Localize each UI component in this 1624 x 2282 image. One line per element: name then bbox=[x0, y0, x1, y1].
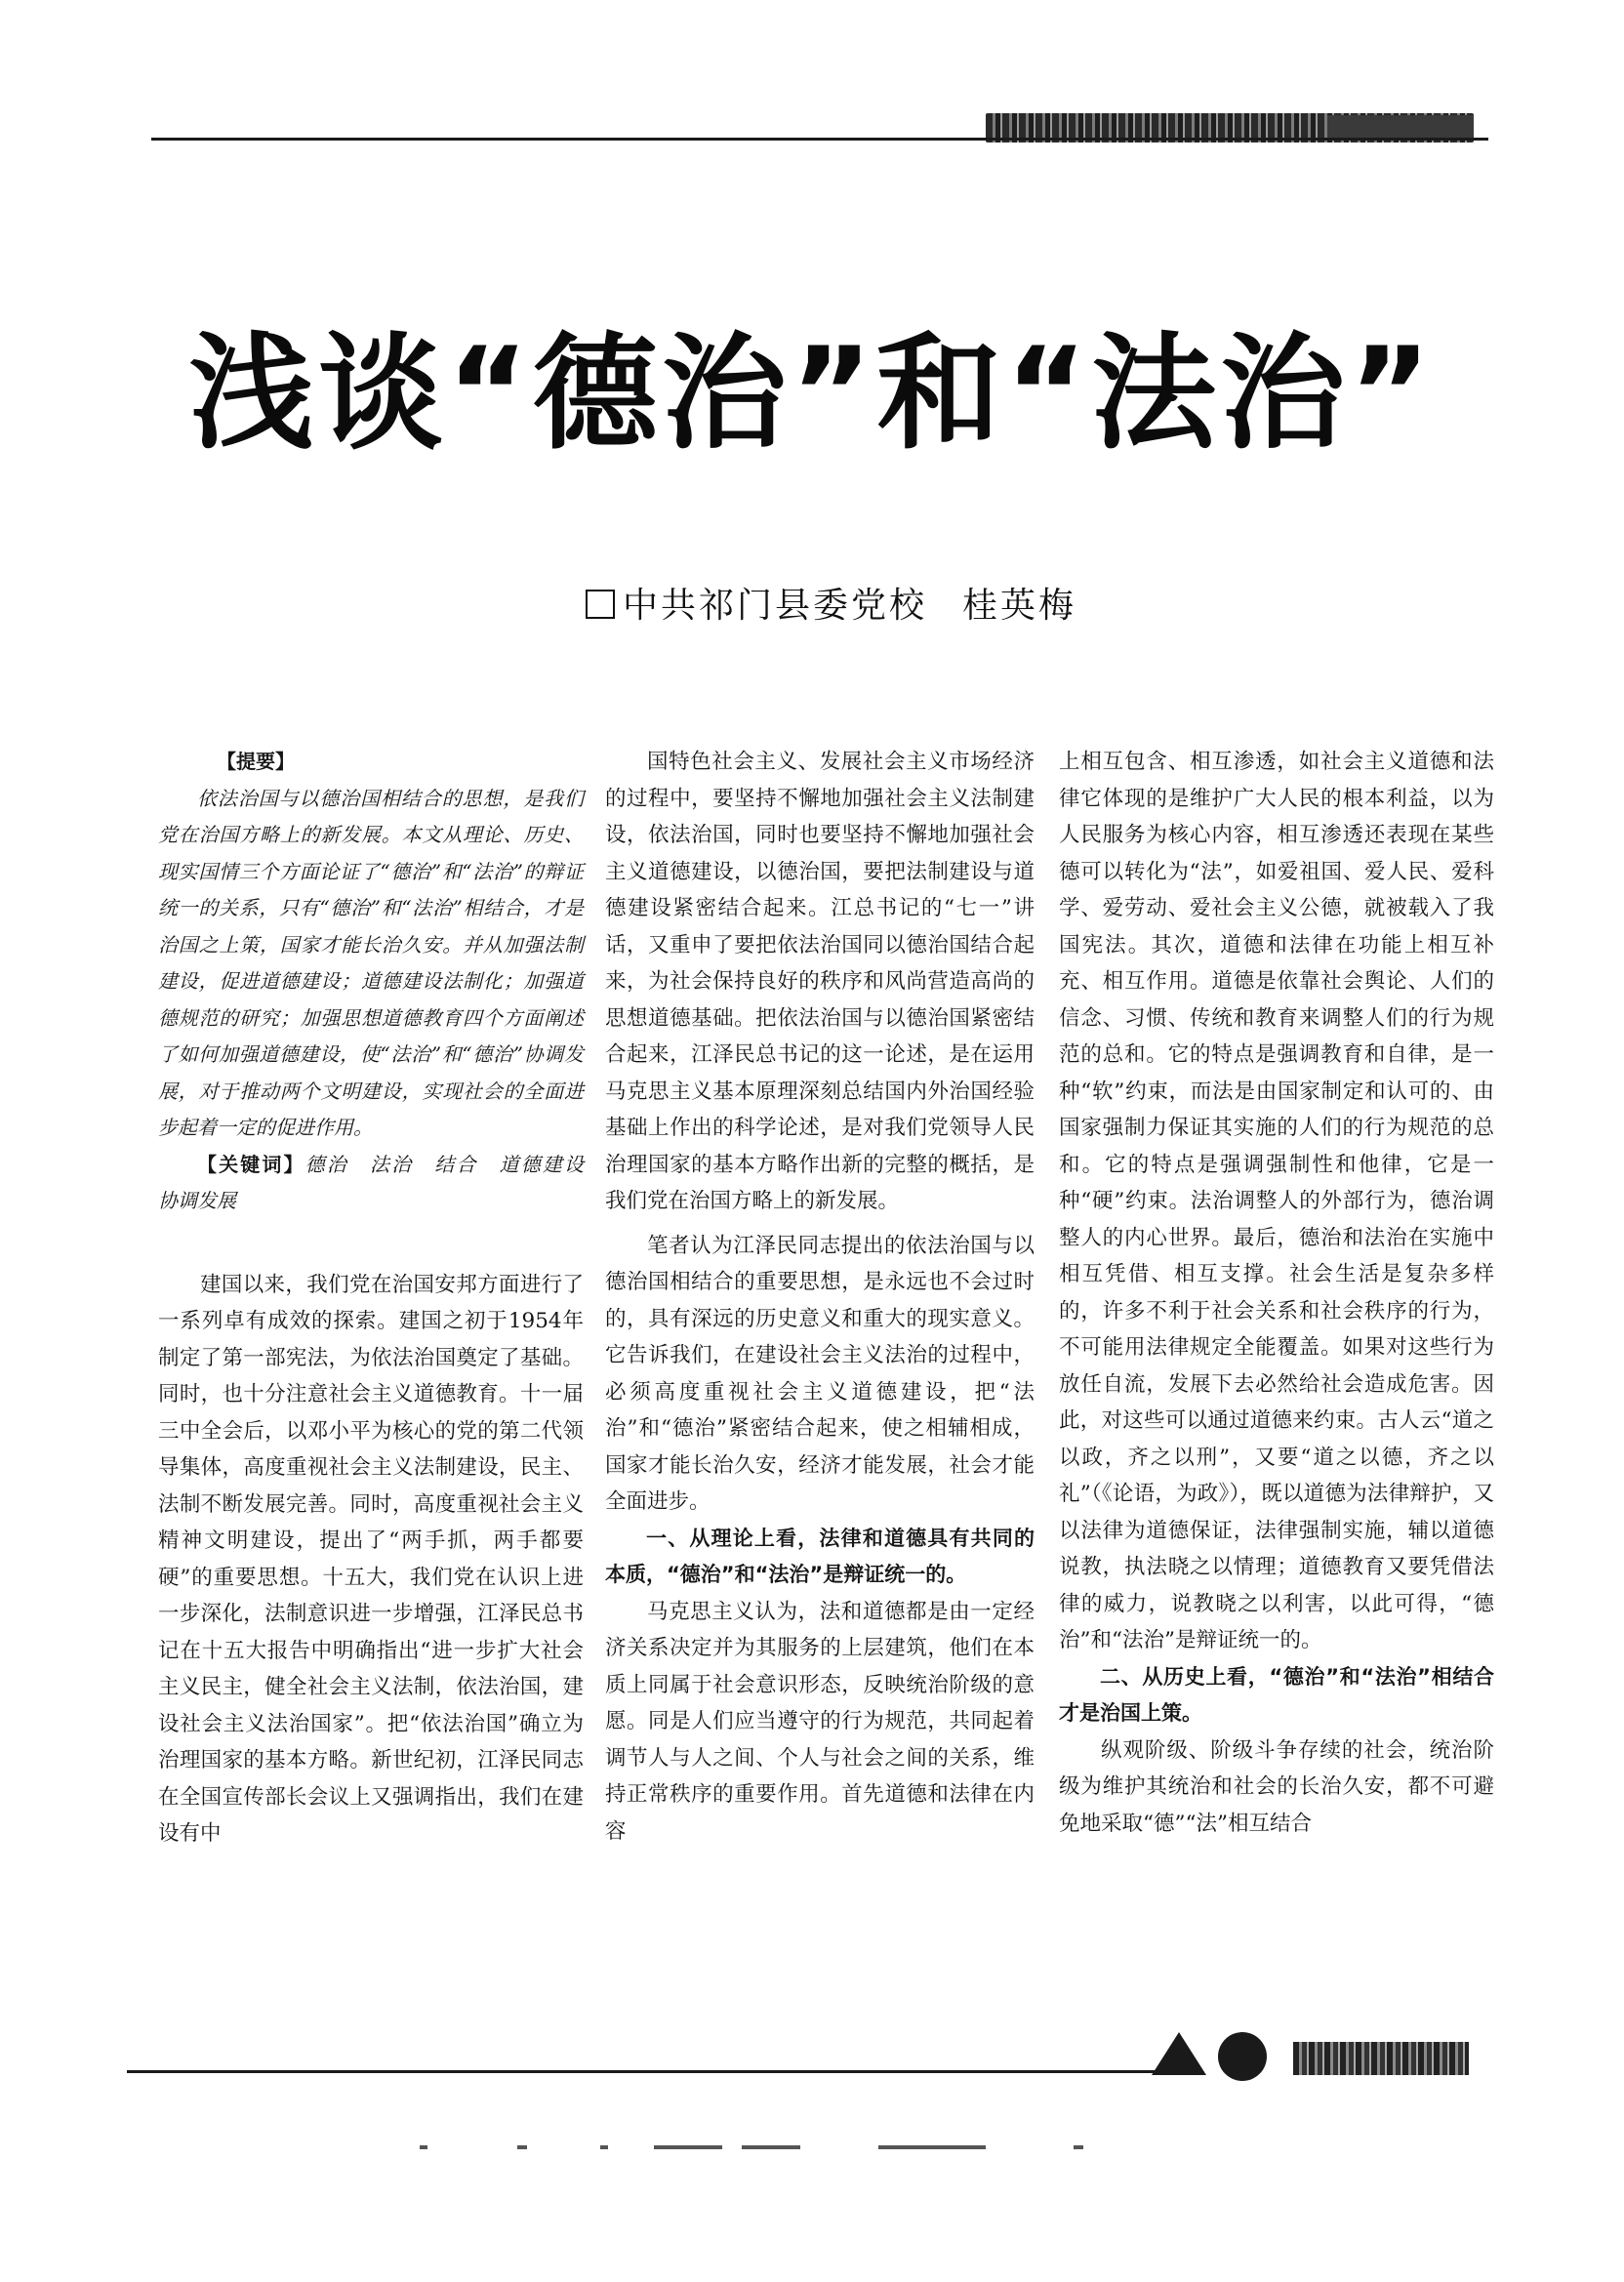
footer-triangle-icon bbox=[1152, 2032, 1206, 2075]
footer-decoration bbox=[1293, 2042, 1469, 2075]
byline-box-icon bbox=[586, 590, 615, 619]
abstract bbox=[158, 744, 604, 1220]
column-3 bbox=[1059, 744, 1494, 1842]
column-2 bbox=[605, 744, 1035, 1850]
article-title: 浅谈“德治”和“法治” bbox=[188, 321, 1436, 467]
byline bbox=[586, 578, 1076, 628]
keywords bbox=[158, 1147, 604, 1220]
column-1 bbox=[158, 744, 604, 1853]
section-heading-2: 二、从历史上看，“德治”和“法治”相结合才是治国上策。 bbox=[1059, 1664, 1494, 1725]
body-paragraph: 马克思主义认为，法和道德都是由一定经济关系决定并为其服务的上层建筑，他们在本质上同属于社会意识形态，反映统治阶级的意愿。同是人们应当遵守的行为规范，共同起着调节人与人之间、个人与社会之间的关系，维持正常秩序的重要作用。首先道德和法律在内容 bbox=[605, 1599, 1035, 1844]
body-paragraph: 上相互包含、相互渗透，如社会主义道德和法律它体现的是维护广大人民的根本利益，以为人民服务为核心内容，相互渗透还表现在某些德可以转化为“法”，如爱祖国、爱人民、爱科学、爱劳动、爱社会主义公德，就被载入了我国宪法。其次，道德和法律在功能上相互补充、相互作用。道德是依靠社会舆论、人们的信念、习惯、传统和教育来调整人们的行为规范的总和。它的特点是强调教育和自律，是一种“软”约束，而法是由国家制定和认可的、由国家强制力保证其实施的人们的行为规范的总和。它的特点是强调强制性和他律，它是一种“硬”约束。法治调整人的外部行为，德治调整人的内心世界。最后，德治和法治在实施中相互凭借、相互支撑。社会生活是复杂多样的，许多不利于社会关系和社会秩序的行为，不可能用法律规定全能覆盖。如果对这些行为放任自流，发展下去必然给社会造成危害。因此，对这些可以通过道德来约束。古人云“道之以政，齐之以刑”，又要“道之以德，齐之以礼”（《论语，为政》），既以道德为法律辩护，又以法律为道德保证，法律强制实施，辅以道德说教，执法晓之以情理；道德教育又要凭借法律的威力，说教晓之以利害，以此可得，“德治”和“法治”是辩证统一的。 bbox=[1059, 750, 1494, 1652]
byline-affiliation: 中共祁门县委党校 bbox=[623, 586, 928, 626]
body-paragraph: 建国以来，我们党在治国安邦方面进行了一系列卓有成效的探索。建国之初于1954年制定了第一部宪法，为依法治国奠定了基础。同时，也十分注意社会主义道德教育。十一届三中全会后，以邓小平为核心的党的第二代领导集体，高度重视社会主义法制建设，民主、法制不断发展完善。同时，高度重视社会主义精神文明建设，提出了“两手抓，两手都要硬”的重要思想。十五大，我们党在认识上进一步深化，法制意识进一步增强，江泽民总书记在十五大报告中明确指出“进一步扩大社会主义民主，健全社会主义法制，依法治国，建设社会主义法治国家”。把“依法治国”确立为治理国家的基本方略。新世纪初，江泽民同志在全国宣传部长会议上又强调指出，我们在建设有中 bbox=[158, 1272, 584, 1846]
keywords-label: 【关键词】 bbox=[197, 1152, 305, 1176]
byline-author: 桂英梅 bbox=[962, 586, 1077, 626]
abstract-heading: 【提要】 bbox=[217, 750, 295, 773]
spacer bbox=[158, 1220, 584, 1267]
footer-rule bbox=[127, 2070, 1200, 2073]
body-paragraph: 纵观阶级、阶级斗争存续的社会，统治阶级为维护其统治和社会的长治久安，都不可避免地采取“德”“法”相互结合 bbox=[1059, 1737, 1494, 1836]
keywords-text: 德治 法治 结合 道德建设 协调发展 bbox=[158, 1152, 604, 1212]
body-paragraph: 国特色社会主义、发展社会主义市场经济的过程中，要坚持不懈地加强社会主义法制建设，依法治国，同时也要坚持不懈地加强社会主义道德建设，以德治国，要把法制建设与道德建设紧密结合起来。江总书记的“七一”讲话，又重申了要把依法治国同以德治国结合起来，为社会保持良好的秩序和风尚营造高尚的思想道德基础。把依法治国与以德治国紧密结合起来，江泽民总书记的这一论述，是在运用马克思主义基本原理深刻总结国内外治国经验基础上作出的科学论述，是对我们党领导人民治理国家的基本方略作出新的完整的概括，是我们党在治国方略上的新发展。 bbox=[605, 750, 1035, 1213]
spacer bbox=[605, 1220, 1035, 1228]
body-paragraph: 笔者认为江泽民同志提出的依法治国与以德治国相结合的重要思想，是永远也不会过时的，具有深远的历史意义和重大的现实意义。它告诉我们，在建设社会主义法治的过程中，必须高度重视社会主义道德建设，把“法治”和“德治”紧密结合起来，使之相辅相成，国家才能长治久安，经济才能发展，社会才能全面进步。 bbox=[605, 1233, 1035, 1514]
page-number-badge bbox=[1218, 2032, 1267, 2081]
abstract-text: 依法治国与以德治国相结合的思想，是我们党在治国方略上的新发展。本文从理论、历史、现实国情三个方面论证了“德治”和“法治”的辩证统一的关系，只有“德治”和“法治”相结合，才是治国之上策，国家才能长治久安。并从加强法制建设，促进道德建设；道德建设法制化；加强道德规范的研究；加强思想道德教育四个方面阐述了如何加强道德建设，使“法治”和“德治”协调发展，对于推动两个文明建设，实现社会的全面进步起着一定的促进作用。 bbox=[158, 786, 584, 1139]
scan-artifacts bbox=[410, 2145, 1093, 2151]
header-rule bbox=[151, 138, 1488, 141]
section-heading-1: 一、从理论上看，法律和道德具有共同的本质，“德治”和“法治”是辩证统一的。 bbox=[605, 1526, 1035, 1586]
